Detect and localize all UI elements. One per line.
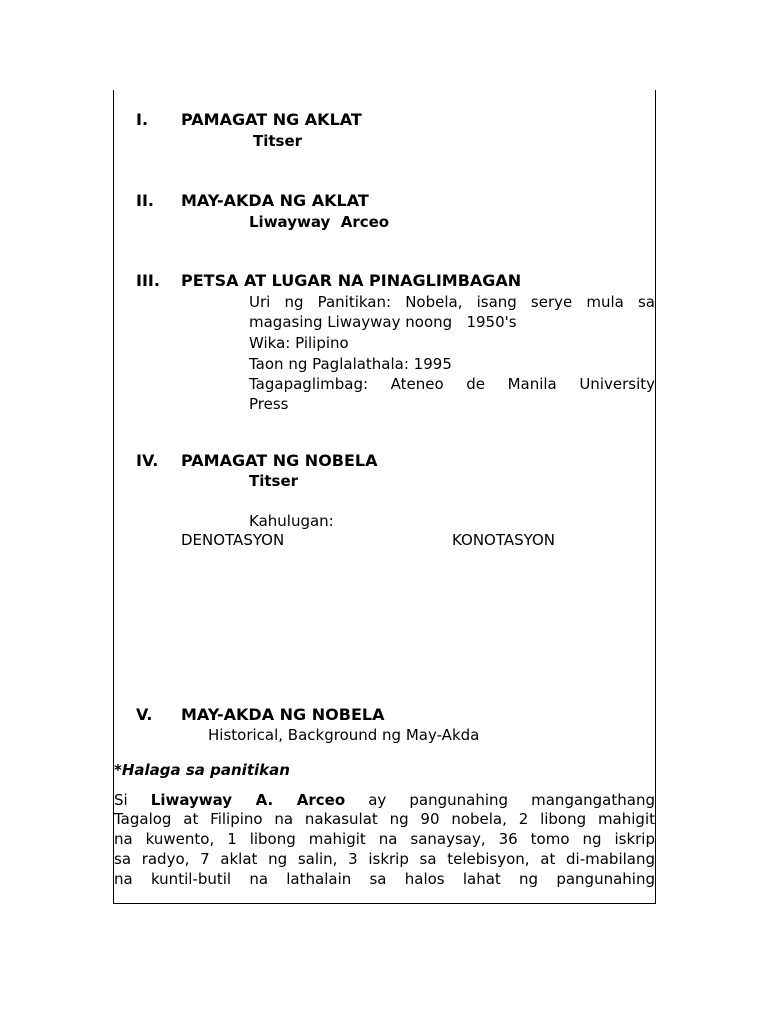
publication-detail-line: Uri ng Panitikan: Nobela, isang serye mula sa xyxy=(249,293,655,311)
section-3-heading: PETSA AT LUGAR NA PINAGLIMBAGAN xyxy=(181,271,522,290)
page-border-left xyxy=(113,90,114,904)
paragraph-line: sa radyo, 7 aklat ng salin, 3 iskrip sa telebisyon, at di-mabilang xyxy=(114,850,655,868)
section-4-heading: PAMAGAT NG NOBELA xyxy=(181,451,378,470)
book-author: Liwayway Arceo xyxy=(249,213,390,231)
section-4-numeral: IV. xyxy=(136,451,159,470)
section-3-numeral: III. xyxy=(136,271,160,290)
page-border-bottom xyxy=(113,903,656,904)
section-1-heading: PAMAGAT NG AKLAT xyxy=(181,110,362,129)
publication-detail-line: Wika: Pilipino xyxy=(249,334,349,352)
paragraph-line: Tagalog at Filipino na nakasulat ng 90 nobela, 2 libong mahigit xyxy=(114,810,655,828)
denotasyon-label: DENOTASYON xyxy=(181,531,285,549)
section-2-heading: MAY-AKDA NG AKLAT xyxy=(181,191,369,210)
section-5-numeral: V. xyxy=(136,705,153,724)
paragraph-line: na kuwento, 1 libong mahigit na sanaysay, 36 tomo ng iskrip xyxy=(114,830,655,848)
novel-title: Titser xyxy=(249,472,299,490)
publication-detail-line: Press xyxy=(249,395,289,413)
halaga-heading: *Halaga sa panitikan xyxy=(114,761,290,779)
kahulugan-label: Kahulugan: xyxy=(249,512,334,530)
publication-detail-line: Tagapaglimbag: Ateneo de Manila University xyxy=(249,375,655,393)
paragraph-line: na kuntil-butil na lathalain sa halos lahat ng pangunahing xyxy=(114,870,655,888)
konotasyon-label: KONOTASYON xyxy=(452,531,556,549)
page-border-right xyxy=(655,90,656,904)
publication-detail-line: magasing Liwayway noong 1950's xyxy=(249,313,517,331)
paragraph-line: Si Liwayway A. Arceo ay pangunahing mangangathang xyxy=(114,791,655,809)
section-2-numeral: II. xyxy=(136,191,154,210)
section-5-heading: MAY-AKDA NG NOBELA xyxy=(181,705,385,724)
book-title: Titser xyxy=(253,132,303,150)
section-1-numeral: I. xyxy=(136,110,149,129)
publication-detail-line: Taon ng Paglalathala: 1995 xyxy=(249,355,452,373)
author-name: Liwayway A. Arceo xyxy=(150,791,346,809)
author-background-subheading: Historical, Background ng May-Akda xyxy=(208,726,480,744)
